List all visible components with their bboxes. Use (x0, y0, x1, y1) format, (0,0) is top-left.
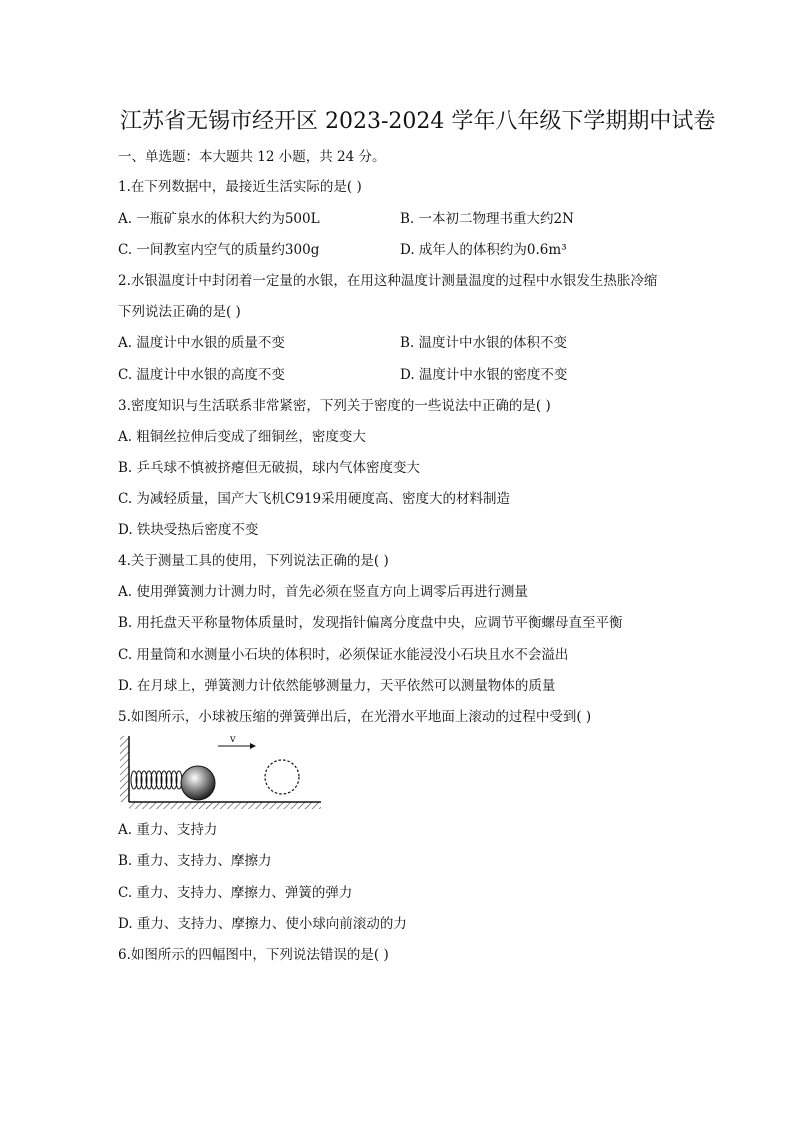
dashed-ball-icon (265, 760, 299, 794)
ball-icon (181, 766, 215, 800)
question-5-option-c: C. 重力、支持力、摩擦力、弹簧的弹力 (118, 885, 353, 901)
question-3-option-c: C. 为减轻质量，国产大飞机C919采用硬度高、密度大的材料制造 (118, 491, 511, 507)
question-1-option-c: C. 一间教室内空气的质量约300g (118, 242, 320, 258)
spring-ball-figure (118, 734, 324, 812)
question-2-stem-line-1: 2.水银温度计中封闭着一定量的水银，在用这种温度计测量温度的过程中水银发生热胀冷缩 (118, 273, 658, 289)
ground-hatch (129, 802, 321, 809)
question-4-option-d: D. 在月球上，弹簧测力计依然能够测量力，天平依然可以测量物体的质量 (118, 678, 556, 694)
question-4-stem: 4.关于测量工具的使用，下列说法正确的是( ) (118, 553, 389, 569)
question-6-stem: 6.如图所示的四幅图中，下列说法错误的是( ) (118, 947, 389, 963)
question-3-option-b: B. 乒乓球不慎被挤瘪但无破损，球内气体密度变大 (118, 460, 421, 476)
velocity-arrowhead (250, 743, 256, 749)
question-3-option-d: D. 铁块受热后密度不变 (118, 522, 259, 538)
question-2-option-b: B. 温度计中水银的体积不变 (400, 335, 568, 351)
question-1-option-b: B. 一本初二物理书重大约2N (400, 211, 574, 227)
question-5-option-a: A. 重力、支持力 (118, 822, 218, 838)
question-1-option-d: D. 成年人的体积约为0.6m³ (400, 242, 567, 258)
question-4-option-b: B. 用托盘天平称量物体质量时，发现指针偏离分度盘中央，应调节平衡螺母直至平衡 (118, 615, 623, 631)
question-1-option-a: A. 一瓶矿泉水的体积大约为500L (118, 211, 320, 227)
velocity-label: v (230, 734, 236, 745)
question-2-option-d: D. 温度计中水银的密度不变 (400, 367, 568, 383)
question-2-option-a: A. 温度计中水银的质量不变 (118, 335, 285, 351)
question-5-option-d: D. 重力、支持力、摩擦力、使小球向前滚动的力 (118, 916, 407, 932)
question-5-option-b: B. 重力、支持力、摩擦力 (118, 853, 272, 869)
page-title: 江苏省无锡市经开区 2023-2024 学年八年级下学期期中试卷 (120, 109, 716, 134)
question-4-option-c: C. 用量筒和水测量小石块的体积时，必须保证水能浸没小石块且水不会溢出 (118, 647, 569, 663)
question-5-stem: 5.如图所示，小球被压缩的弹簧弹出后，在光滑水平地面上滚动的过程中受到( ) (118, 709, 592, 725)
wall-hatch (120, 736, 129, 802)
question-1-stem: 1.在下列数据中，最接近生活实际的是( ) (118, 179, 362, 195)
question-3-stem: 3.密度知识与生活联系非常紧密，下列关于密度的一些说法中正确的是( ) (118, 398, 551, 414)
question-3-option-a: A. 粗铜丝拉伸后变成了细铜丝，密度变大 (118, 429, 366, 445)
section-heading: 一、单选题：本大题共 12 小题，共 24 分。 (118, 149, 386, 165)
question-4-option-a: A. 使用弹簧测力计测力时，首先必须在竖直方向上调零后再进行测量 (118, 584, 528, 600)
question-2-option-c: C. 温度计中水银的高度不变 (118, 367, 285, 383)
spring-icon (131, 771, 182, 789)
question-2-stem-line-2: 下列说法正确的是( ) (118, 304, 241, 320)
